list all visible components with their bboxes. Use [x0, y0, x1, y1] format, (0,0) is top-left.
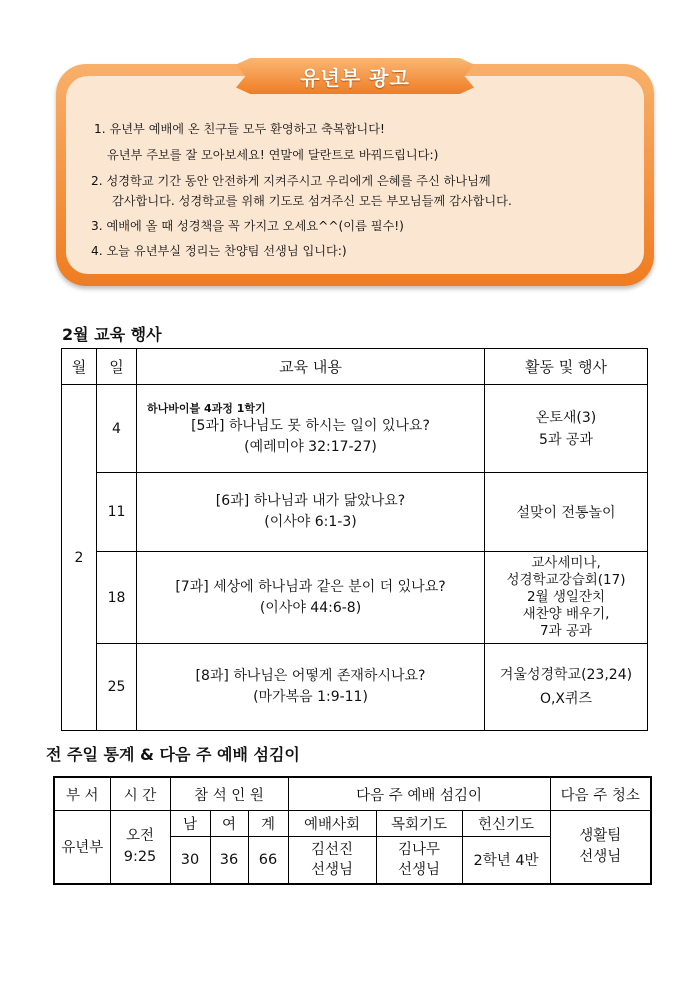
female-count: 36: [210, 837, 248, 884]
table-row: [62, 552, 648, 644]
activity-item: O,X퀴즈: [539, 691, 593, 707]
lesson-verse: (이사야 44:6-8): [259, 599, 362, 616]
education-section-title: 2월 교육 행사: [62, 325, 162, 344]
lesson-verse: (이사야 6:1-3): [264, 514, 357, 530]
leader-title: 선생님: [311, 861, 354, 878]
table-row: [62, 644, 648, 731]
total-count: 66: [248, 837, 288, 884]
prayer-title: 선생님: [398, 861, 441, 878]
prayer-name: 김나무: [398, 841, 441, 858]
lesson-title: [7과] 세상에 하나님과 같은 분이 더 있나요?: [175, 578, 446, 595]
header-servers: 다음 주 예배 섬김이: [288, 777, 550, 811]
header-dept: 부 서: [54, 777, 110, 811]
subheader-female: 여: [210, 811, 248, 837]
cleaning-team: 생활팀: [579, 827, 622, 844]
header-content: 교육 내용: [137, 349, 485, 385]
day-cell: 18: [97, 552, 137, 644]
subheader-prayer: 목회기도: [376, 811, 462, 837]
time-value: 9:25: [123, 848, 157, 865]
header-cleaning: 다음 주 청소: [550, 777, 651, 811]
announcement-line-5: 3. 예배에 올 때 성경책을 꼭 가지고 오세요^^(이름 필수!): [91, 219, 404, 233]
education-table: [61, 348, 648, 731]
day-cell: 11: [97, 473, 137, 552]
subheader-male: 남: [170, 811, 210, 837]
lesson-title: [8과] 하나님은 어떻게 존재하시나요?: [195, 668, 426, 684]
dept-cell: 유년부: [54, 811, 110, 884]
announcement-line-2: 유년부 주보를 잘 모아보세요! 연말에 달란트로 바꿔드립니다:): [107, 148, 439, 162]
announcement-line-6: 4. 오늘 유년부실 정리는 찬양팀 선생님 입니다:): [91, 244, 347, 258]
activity-item: 온토새(3): [535, 409, 597, 426]
cleaning-title: 선생님: [579, 848, 622, 865]
stats-subheader-row: [54, 811, 651, 837]
announcement-line-3: 2. 성경학교 기간 동안 안전하게 지켜주시고 우리에게 은혜를 주신 하나님께: [91, 174, 491, 188]
header-activities: 활동 및 행사: [485, 349, 648, 385]
stats-header-row: [54, 777, 651, 811]
leader-cell: [288, 837, 376, 884]
subheader-offering: 헌신기도: [462, 811, 550, 837]
header-month: 월: [62, 349, 97, 385]
time-cell: [110, 811, 170, 884]
lesson-title: [6과] 하나님과 내가 닮았나요?: [215, 493, 406, 509]
lesson-verse: (예레미야 32:17-27): [244, 438, 377, 455]
cleaning-cell: [550, 811, 651, 884]
lesson-cell: [137, 644, 485, 731]
leader-name: 김선진: [311, 841, 354, 858]
activities-cell: [485, 473, 648, 552]
lesson-cell: [137, 552, 485, 644]
activity-item: 5과 공과: [539, 431, 593, 448]
activities-cell: [485, 644, 648, 731]
education-header-row: [62, 349, 648, 385]
subheader-total: 계: [248, 811, 288, 837]
activity-item: 성경학교강습회(17): [506, 572, 626, 588]
table-row: [62, 473, 648, 552]
announcement-line-1: 1. 유년부 예배에 온 친구들 모두 환영하고 축복합니다!: [94, 122, 385, 136]
lesson-cell: [137, 473, 485, 552]
activity-item: 새찬양 배우기,: [522, 606, 610, 622]
activity-item: 교사세미나,: [531, 555, 601, 571]
lesson-cell: [137, 385, 485, 473]
activity-item: 겨울성경학교(23,24): [499, 667, 633, 683]
header-attendance: 참 석 인 원: [170, 777, 288, 811]
subheader-leader: 예배사회: [288, 811, 376, 837]
day-cell: 25: [97, 644, 137, 731]
lesson-verse: (마가복음 1:9-11): [253, 689, 368, 705]
activity-item: 2월 생일잔치: [526, 589, 606, 605]
stats-section-title: 전 주일 통계 & 다음 주 예배 섬김이: [46, 745, 300, 764]
activities-cell: [485, 385, 648, 473]
day-cell: 4: [97, 385, 137, 473]
prayer-cell: [376, 837, 462, 884]
header-time: 시 간: [110, 777, 170, 811]
activities-cell: [485, 552, 648, 644]
course-note: 하나바이블 4과정 1학기: [147, 401, 266, 415]
announcement-line-4: 감사합니다. 성경학교를 위해 기도로 섬겨주신 모든 부모님들께 감사합니다.: [112, 194, 512, 208]
male-count: 30: [170, 837, 210, 884]
announcement-title: 유년부 광고: [300, 66, 410, 90]
header-day: 일: [97, 349, 137, 385]
offering-cell: 2학년 4반: [462, 837, 550, 884]
month-cell: 2: [62, 385, 97, 731]
activity-item: 7과 공과: [539, 623, 592, 639]
time-label: 오전: [125, 827, 154, 844]
stats-table: [53, 776, 652, 885]
table-row: [62, 385, 648, 473]
activity-item: 설맞이 전통놀이: [516, 505, 616, 521]
lesson-title: [5과] 하나님도 못 하시는 일이 있나요?: [191, 417, 430, 434]
